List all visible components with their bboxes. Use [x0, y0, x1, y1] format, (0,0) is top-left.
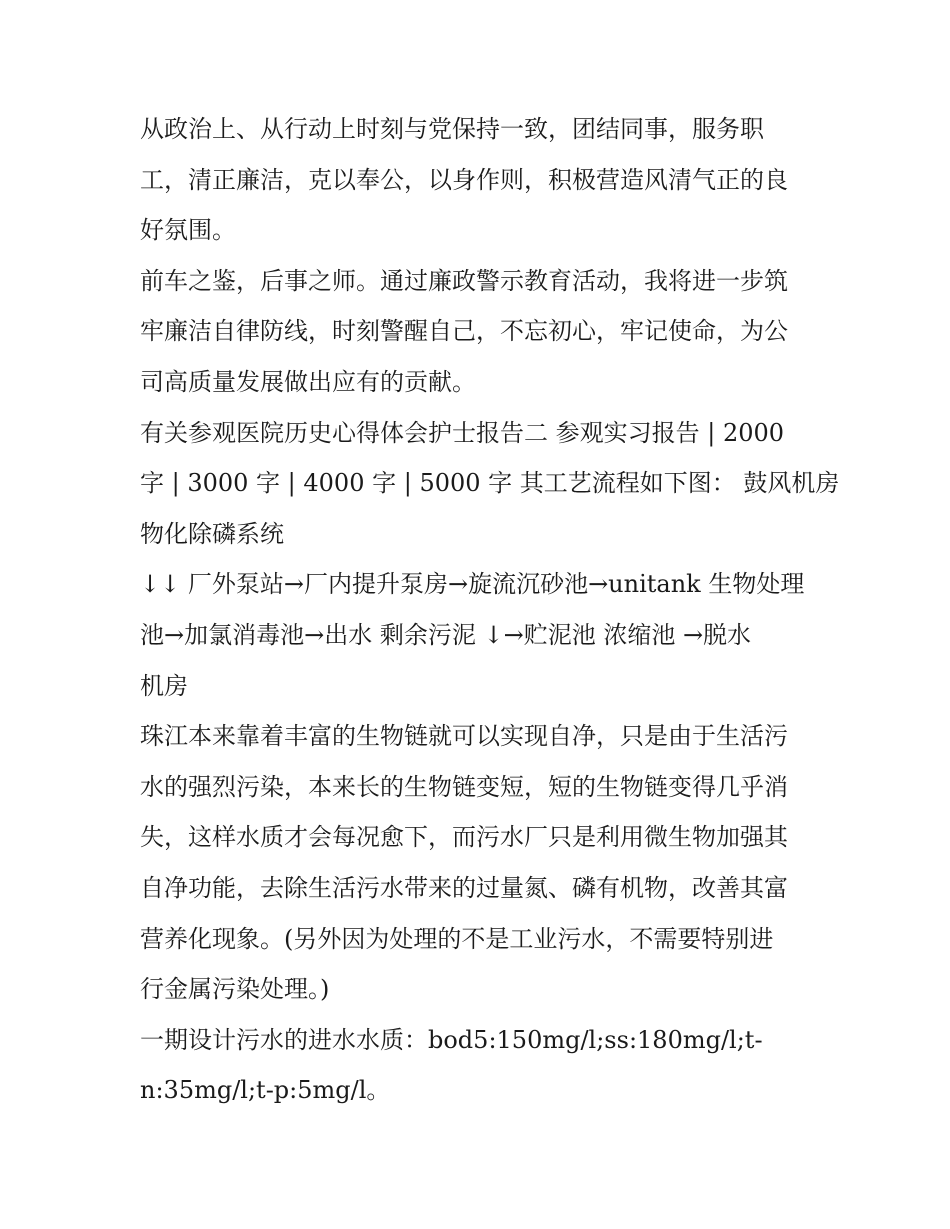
text-line: 有关参观医院历史心得体会护士报告二 参观实习报告 | 2000 — [140, 418, 785, 447]
text-line: 珠江本来靠着丰富的生物链就可以实现自净，只是由于生活污 — [140, 722, 788, 751]
text-line: 工，清正廉洁，克以奉公，以身作则，积极营造风清气正的良 — [140, 165, 788, 194]
process-flow-line: ↓↓ 厂外泵站→厂内提升泵房→旋流沉砂池→unitank 生物处理 — [140, 570, 805, 599]
text-line: 自净功能，去除生活污水带来的过量氮、磷有机物，改善其富 — [140, 873, 788, 902]
text-line: 前车之鉴，后事之师。通过廉政警示教育活动，我将进一步筑 — [140, 266, 788, 295]
text-line: 营养化现象。(另外因为处理的不是工业污水，不需要特别进 — [140, 924, 774, 953]
water-quality-line: n:35mg/l;t-p:5mg/l。 — [140, 1076, 391, 1105]
water-quality-line: 一期设计污水的进水水质：bod5:150mg/l;ss:180mg/l;t- — [140, 1025, 763, 1054]
text-line: 物化除磷系统 — [140, 519, 284, 548]
process-flow-line: 机房 — [140, 671, 188, 700]
document-body — [140, 104, 840, 1116]
process-flow-line: 池→加氯消毒池→出水 剩余污泥 ↓→贮泥池 浓缩池 →脱水 — [140, 620, 752, 649]
text-line: 牢廉洁自律防线，时刻警醒自己，不忘初心，牢记使命，为公 — [140, 317, 788, 346]
text-line: 从政治上、从行动上时刻与党保持一致，团结同事，服务职 — [140, 115, 764, 143]
text-line: 字 | 3000 字 | 4000 字 | 5000 字 其工艺流程如下图： 鼓风机房 — [140, 469, 840, 498]
text-line: 行金属污染处理。) — [140, 975, 330, 1004]
text-line: 水的强烈污染，本来长的生物链变短，短的生物链变得几乎消 — [140, 772, 788, 801]
text-line: 好氛围。 — [140, 216, 236, 245]
text-line: 失，这样水质才会每况愈下，而污水厂只是利用微生物加强其 — [140, 823, 788, 852]
text-line: 司高质量发展做出应有的贡献。 — [140, 367, 476, 396]
